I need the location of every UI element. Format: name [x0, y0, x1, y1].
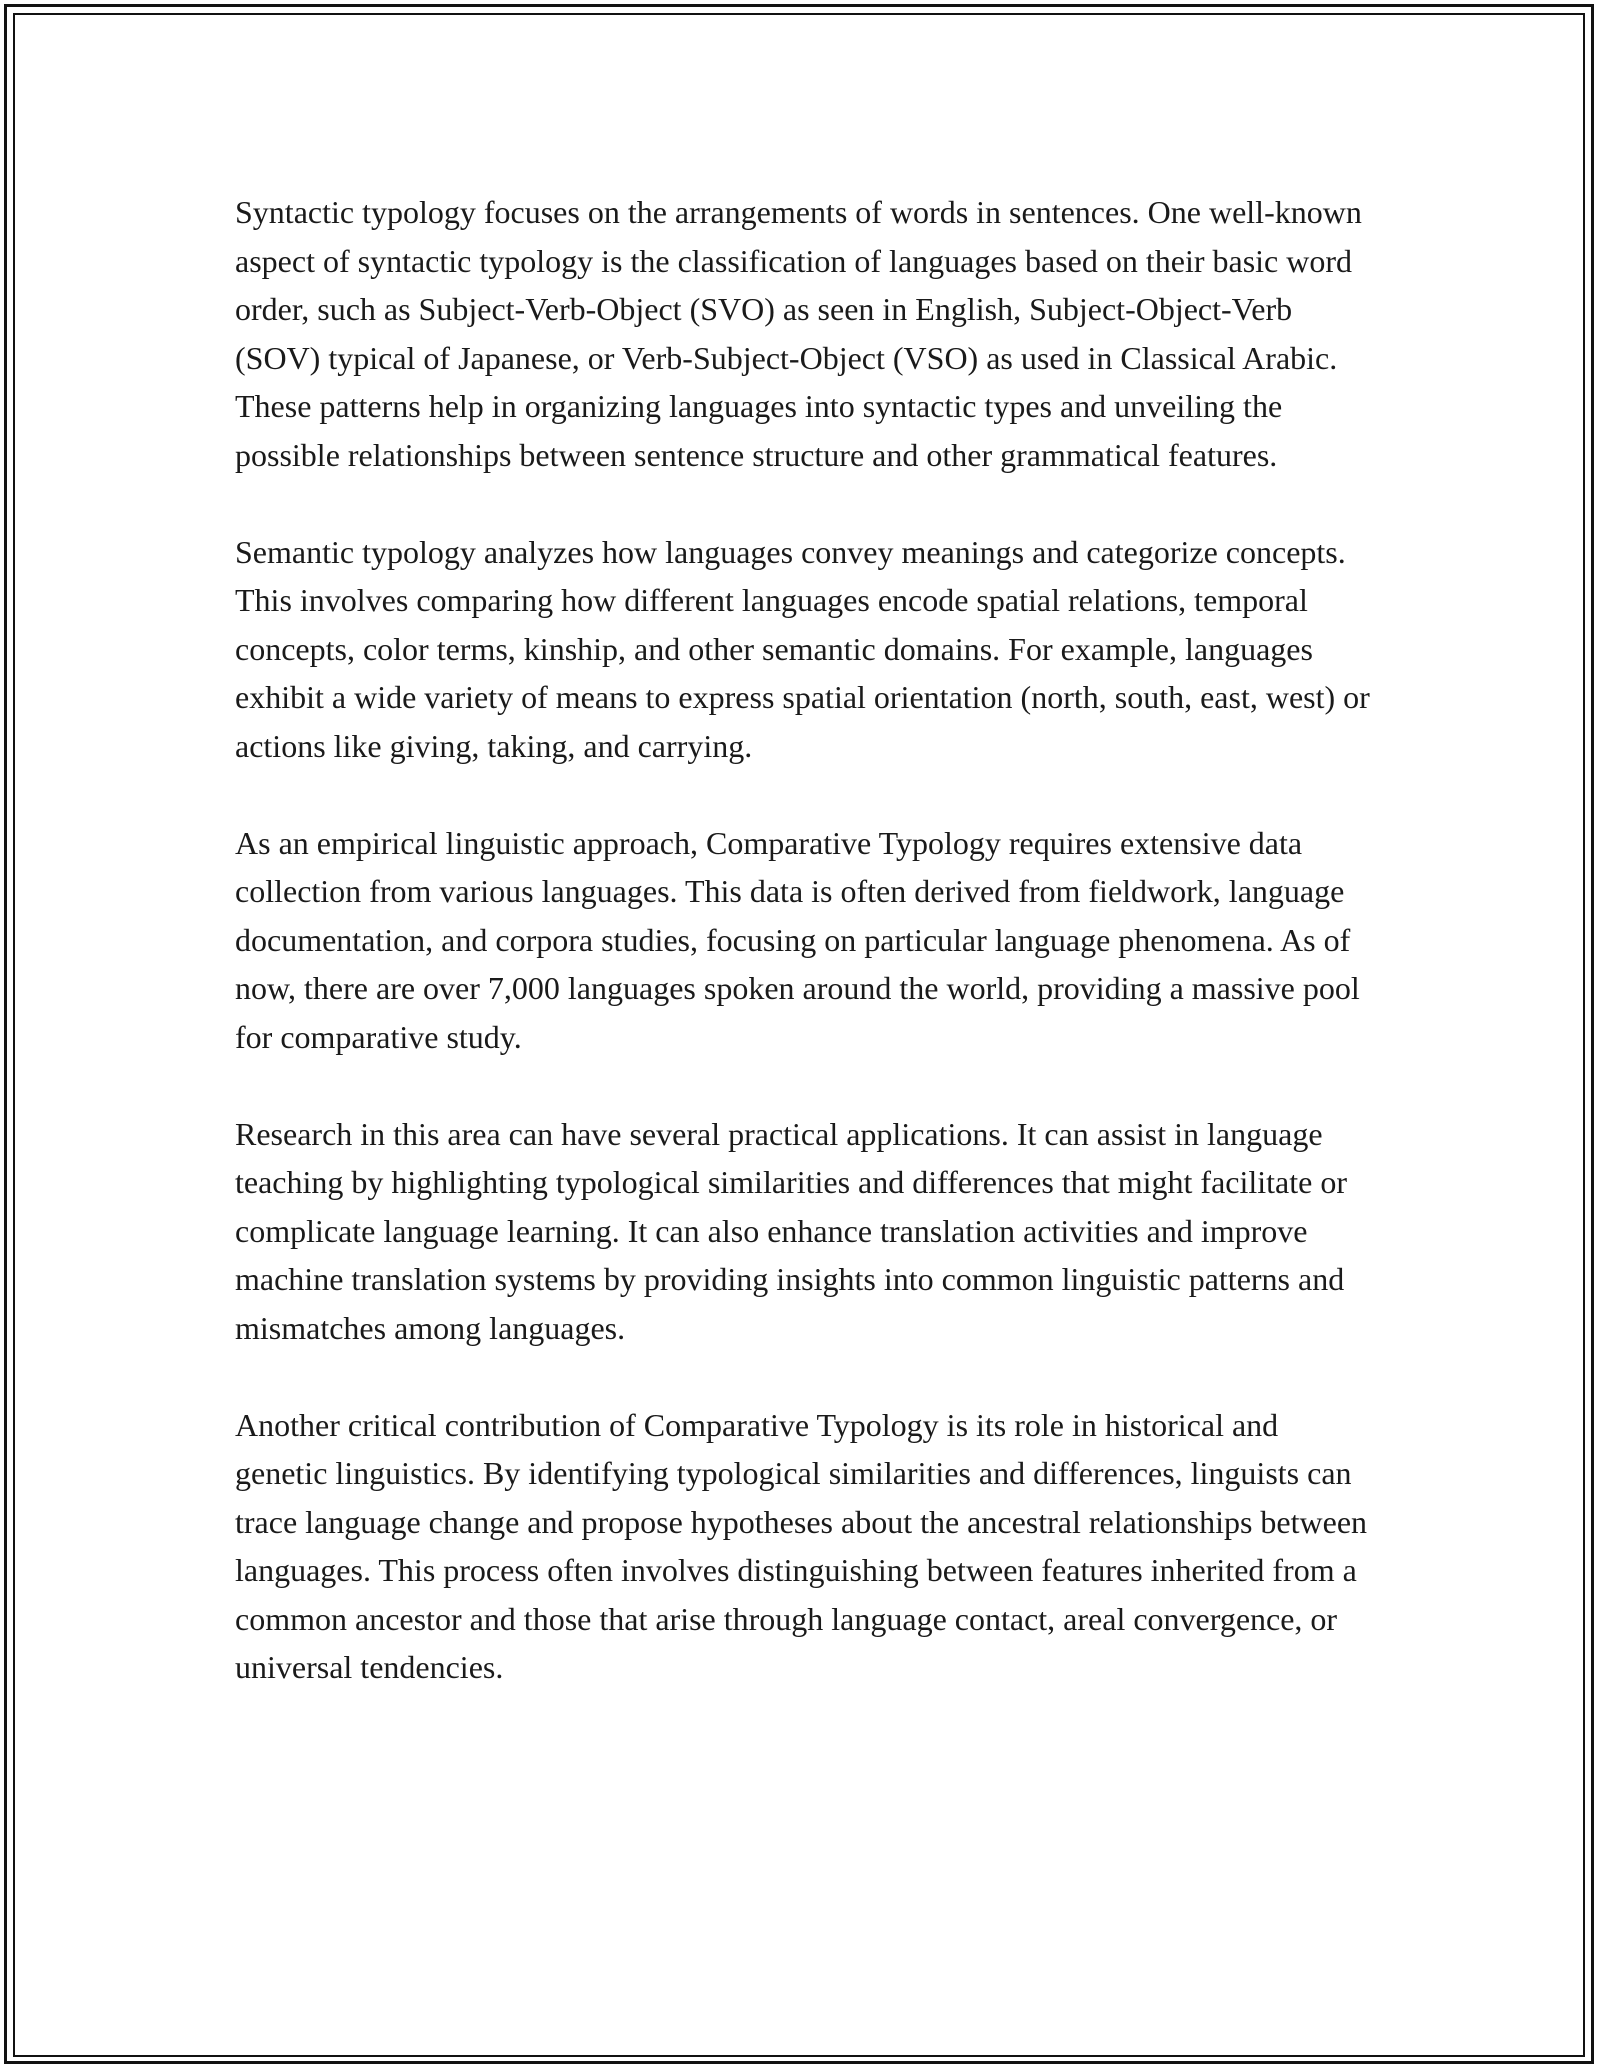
paragraph-syntactic-typology: Syntactic typology focuses on the arrangements of words in sentences. One well-known aspect of syntactic typology is the classification of languages based on their basic word order, such as Subject-Verb-Object (SVO) as seen in English, Subject-Object-Verb (SOV) typical of Japanese, or Verb-Subject-Object (VSO) as used in Classical Arabic. These patterns help in organizing languages into syntactic types and unveiling the possible relationships between sentence structure and other grammatical features.: [235, 194, 1362, 473]
paragraph-practical-applications: Research in this area can have several practical applications. It can assist in language teaching by highlighting typological similarities and differences that might facilitate or complicate language learning. It can also enhance translation activities and improve machine translation systems by providing insights into common linguistic patterns and mismatches among languages.: [235, 1115, 1347, 1346]
document-body: [235, 188, 1370, 1740]
paragraph-semantic-typology: Semantic typology analyzes how languages convey meanings and categorize concepts. This involves comparing how different languages encode spatial relations, temporal concepts, color terms, kinship, and other semantic domains. For example, languages exhibit a wide variety of means to express spatial orientation (north, south, east, west) or actions like giving, taking, and carrying.: [235, 533, 1370, 764]
paragraph-empirical-approach: As an empirical linguistic approach, Comparative Typology requires extensive data collection from various languages. This data is often derived from fieldwork, language documentation, and corpora studies, focusing on particular language phenomena. As of now, there are over 7,000 languages spoken around the world, providing a massive pool for comparative study.: [235, 824, 1360, 1055]
paragraph-historical-linguistics: Another critical contribution of Comparative Typology is its role in historical and genetic linguistics. By identifying typological similarities and differences, linguists can trace language change and propose hypotheses about the ancestral relationships between languages. This process often involves distinguishing between features inherited from a common ancestor and those that arise through language contact, areal convergence, or universal tendencies.: [235, 1406, 1368, 1685]
